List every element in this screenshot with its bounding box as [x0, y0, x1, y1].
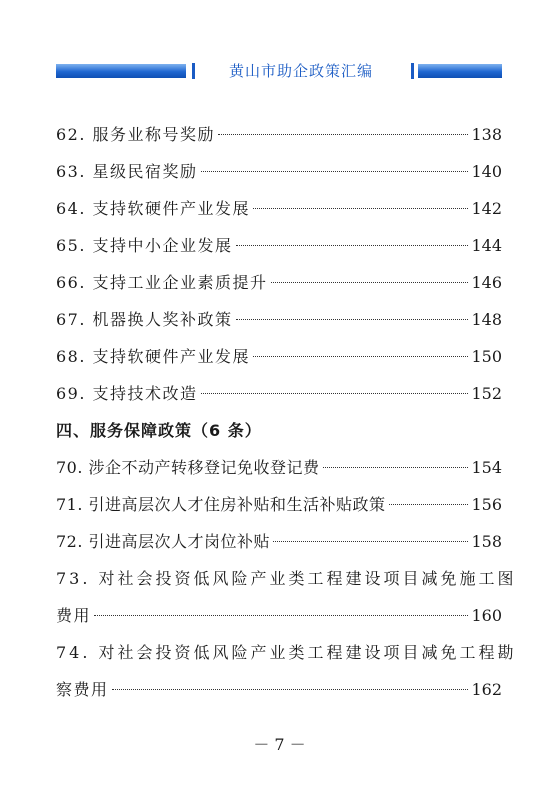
dot-leader — [253, 208, 468, 209]
dot-leader — [253, 356, 468, 357]
dot-leader — [201, 171, 469, 172]
toc-entry-label: 63. 星级民宿奖励 — [56, 162, 198, 181]
dot-leader — [218, 134, 468, 135]
dot-leader — [236, 319, 469, 320]
header-divider-right — [411, 63, 414, 79]
header-bar-left — [56, 64, 186, 78]
toc-entry-73-line1[interactable]: 73. 对社会投资低风险产业类工程建设项目减免施工图 — [56, 569, 517, 588]
dot-leader — [201, 393, 469, 394]
toc-entry-page: 140 — [471, 162, 502, 181]
toc-entry-64[interactable] — [56, 194, 502, 224]
toc-entry-label: 71. 引进高层次人才住房补贴和生活补贴政策 — [56, 495, 386, 514]
toc-entry-73[interactable] — [56, 601, 502, 631]
toc-entry-65[interactable] — [56, 231, 502, 261]
toc-entry-71[interactable] — [56, 490, 502, 520]
toc-entry-68[interactable] — [56, 342, 502, 372]
toc-entry-page: 160 — [471, 606, 502, 625]
dot-leader — [236, 245, 469, 246]
dot-leader — [94, 615, 468, 616]
toc-entry-page: 158 — [471, 532, 502, 551]
toc-entry-label: 察费用 — [56, 680, 109, 699]
toc-entry-label: 69. 支持技术改造 — [56, 384, 198, 403]
toc-entry-page: 146 — [471, 273, 502, 292]
dot-leader — [112, 689, 469, 690]
toc-entry-66[interactable] — [56, 268, 502, 298]
header-bar-right — [418, 64, 502, 78]
toc-entry-62[interactable] — [56, 120, 502, 150]
toc-entry-page: 156 — [471, 495, 502, 514]
toc-entry-74[interactable] — [56, 675, 502, 705]
toc-entry-label: 70. 涉企不动产转移登记免收登记费 — [56, 458, 320, 477]
header-title: 黄山市助企政策汇编 — [228, 62, 373, 80]
toc-entry-74-line1[interactable]: 74. 对社会投资低风险产业类工程建设项目减免工程勘 — [56, 643, 517, 662]
toc-entry-70[interactable] — [56, 453, 502, 483]
page-header — [56, 60, 502, 82]
toc-entry-label: 66. 支持工业企业素质提升 — [56, 273, 268, 292]
page-number: － 7 － — [253, 735, 306, 754]
dot-leader — [389, 504, 469, 505]
toc-entry-72[interactable] — [56, 527, 502, 557]
toc-entry-label: 67. 机器换人奖补政策 — [56, 310, 233, 329]
dot-leader — [323, 467, 469, 468]
toc-entry-67[interactable] — [56, 305, 502, 335]
toc-entry-69[interactable] — [56, 379, 502, 409]
toc-entry-label: 费用 — [56, 606, 92, 625]
toc-entry-page: 154 — [471, 458, 502, 477]
section-heading: 四、服务保障政策（6 条） — [56, 421, 262, 440]
toc-entry-label: 62. 服务业称号奖励 — [56, 125, 216, 144]
toc-entry-page: 142 — [471, 199, 502, 218]
toc-entry-label: 72. 引进高层次人才岗位补贴 — [56, 532, 271, 551]
toc-entry-63[interactable] — [56, 157, 502, 187]
toc-entry-page: 148 — [471, 310, 502, 329]
dot-leader — [273, 541, 468, 542]
toc-entry-page: 162 — [471, 680, 502, 699]
toc-entry-label: 64. 支持软硬件产业发展 — [56, 199, 251, 218]
toc-entry-page: 138 — [471, 125, 502, 144]
header-divider-left — [192, 63, 195, 79]
dot-leader — [271, 282, 469, 283]
toc-entry-page: 150 — [471, 347, 502, 366]
toc-entry-label: 68. 支持软硬件产业发展 — [56, 347, 251, 366]
toc-entry-label: 65. 支持中小企业发展 — [56, 236, 233, 255]
toc-entry-page: 144 — [471, 236, 502, 255]
toc-entry-page: 152 — [471, 384, 502, 403]
